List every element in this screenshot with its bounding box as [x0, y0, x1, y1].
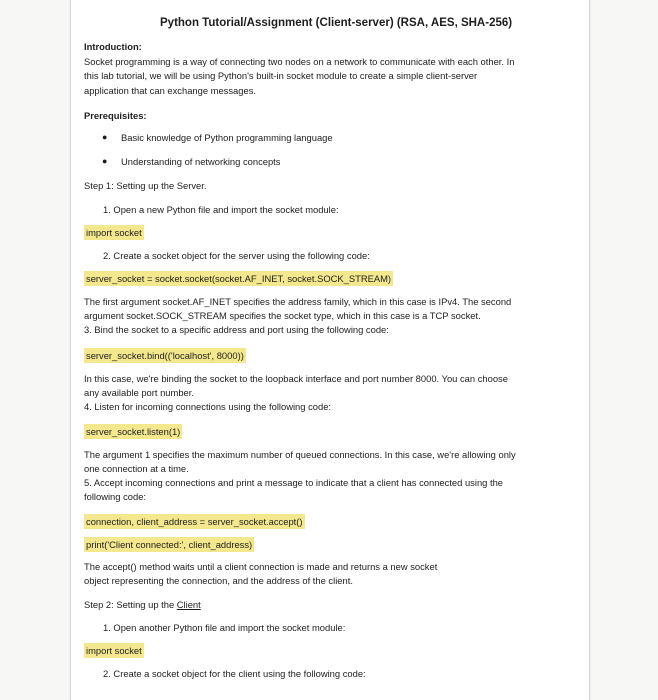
- step2-client-link: Client: [176, 599, 201, 610]
- explain-line: The first argument socket.AF_INET specifies the address family, which in this case is IPv4. The second: [84, 296, 512, 307]
- listen-explain-line: one connection at a time.: [84, 463, 189, 474]
- step1-item-5: following code:: [84, 491, 147, 502]
- code-print: print('Client connected:', client_address): [86, 539, 253, 550]
- explain-line: argument socket.SOCK_STREAM specifies the socket type, which in this case is a TCP socket.: [84, 310, 481, 321]
- code-create-socket: server_socket = socket.socket(socket.AF_INET, socket.SOCK_STREAM): [86, 273, 392, 284]
- bind-explain-line: In this case, we're binding the socket to the loopback interface and port number 8000. You can choose: [84, 373, 508, 384]
- prereq-item: Understanding of networking concepts: [121, 156, 281, 167]
- code-bind: server_socket.bind(('localhost', 8000)): [86, 350, 244, 361]
- code-accept: connection, client_address = server_socket.accept(): [86, 516, 303, 527]
- step1-item-5: 5. Accept incoming connections and print a message to indicate that a client has connected using the: [84, 477, 504, 488]
- bullet-icon: ●: [102, 156, 108, 166]
- bind-explain-line: any available port number.: [84, 387, 194, 398]
- prereq-item: Basic knowledge of Python programming language: [121, 132, 333, 143]
- step1-item-1: 1. Open a new Python file and import the socket module:: [103, 204, 339, 215]
- accept-explain-line: object representing the connection, and the address of the client.: [84, 575, 353, 586]
- step2-heading-text: Step 2: Setting up the: [84, 599, 177, 610]
- intro-heading: Introduction:: [84, 41, 142, 52]
- step1-item-3: 3. Bind the socket to a specific address and port using the following code:: [84, 324, 389, 335]
- intro-line: application that can exchange messages.: [84, 85, 256, 96]
- code-import-socket-2: import socket: [86, 645, 142, 656]
- step1-item-2: 2. Create a socket object for the server using the following code:: [103, 250, 370, 261]
- intro-line: this lab tutorial, we will be using Python's built-in socket module to create a simple client-server: [84, 70, 478, 81]
- step2-item-2: 2. Create a socket object for the client using the following code:: [103, 668, 366, 679]
- step1-item-4: 4. Listen for incoming connections using the following code:: [84, 401, 332, 412]
- code-listen: server_socket.listen(1): [86, 426, 181, 437]
- step1-heading: Step 1: Setting up the Server.: [84, 180, 207, 191]
- accept-explain-line: The accept() method waits until a client connection is made and returns a new socket: [84, 561, 438, 572]
- step2-heading: [84, 598, 201, 611]
- listen-explain-line: The argument 1 specifies the maximum number of queued connections. In this case, we're allowing only: [84, 449, 516, 460]
- intro-line: Socket programming is a way of connecting two nodes on a network to communicate with each other. In: [84, 56, 515, 67]
- code-import-socket: import socket: [86, 227, 142, 238]
- document-title: Python Tutorial/Assignment (Client-server) (RSA, AES, SHA-256): [160, 17, 513, 29]
- bullet-icon: ●: [102, 132, 108, 142]
- prereq-heading: Prerequisites:: [84, 110, 147, 121]
- step2-item-1: 1. Open another Python file and import the socket module:: [103, 622, 346, 633]
